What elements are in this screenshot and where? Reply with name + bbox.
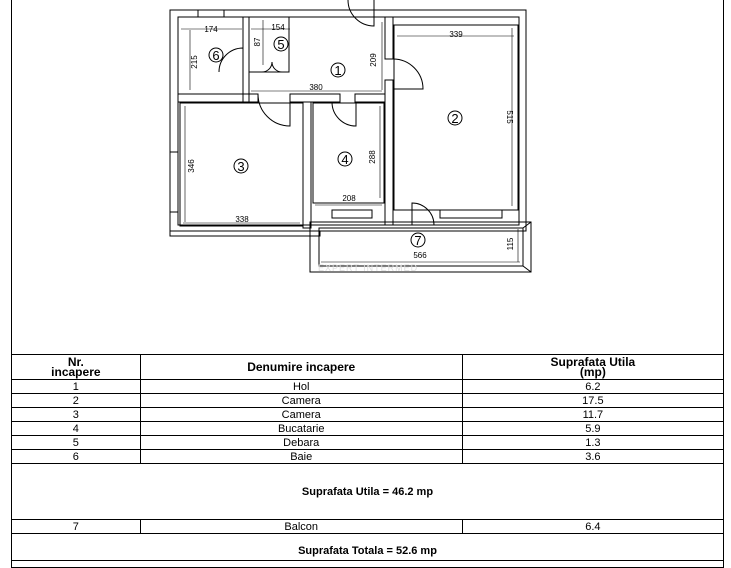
dim-339: 339 [449,30,463,39]
table-row [12,436,724,450]
dim-346: 346 [187,159,196,173]
door-closet [262,62,282,72]
watermark: EXPERT INTERMED [318,263,419,273]
wall-h2 [290,94,340,102]
dim-115: 115 [506,237,515,251]
door-entry [348,0,374,26]
header-nr-line2: incapere [51,365,101,379]
dim-209: 209 [369,53,378,67]
row-area: 3.6 [462,450,723,464]
wall-h1 [178,94,258,102]
room-number-6: 6 [212,48,220,63]
wall-lower-left [170,231,320,236]
door-kitchen [332,102,356,126]
dim-566: 566 [413,251,427,260]
row-nr: 3 [12,408,141,422]
room-number-4: 4 [341,152,349,167]
row-area: 6.2 [462,380,723,394]
row-nr: 5 [12,436,141,450]
table-row [12,422,724,436]
row-area: 6.4 [462,520,723,534]
row-name: Balcon [140,520,462,534]
table-row [12,408,724,422]
row-name: Camera [140,394,462,408]
wall-bath [243,17,249,103]
dim-215: 215 [190,55,199,69]
room-number-5: 5 [277,37,285,52]
row-name: Hol [140,380,462,394]
dim-174: 174 [204,25,218,34]
window-room2 [440,210,502,218]
table-row [12,394,724,408]
room-number-7: 7 [414,233,422,248]
room-number-3: 3 [237,159,245,174]
row-nr: 2 [12,394,141,408]
table-row [12,380,724,394]
header-area [462,355,723,380]
dim-338: 338 [235,215,249,224]
window-kitchen [332,210,372,218]
header-area-line2: (mp) [579,365,606,379]
table-row-balcony [12,520,724,534]
dim-288: 288 [368,150,377,164]
row-nr: 7 [12,520,141,534]
dim-380: 380 [309,83,323,92]
row-name: Debara [140,436,462,450]
room-number-1: 1 [334,63,342,78]
useful-total: Suprafata Utila = 46.2 mp [12,464,724,520]
header-area-line1: Suprafata Utila [550,355,636,369]
row-nr: 1 [12,380,141,394]
table-header-row [12,355,724,380]
row-name: Bucatarie [140,422,462,436]
dim-87: 87 [253,37,262,47]
table-row [12,450,724,464]
grand-total: Suprafata Totala = 52.6 mp [12,534,724,568]
header-name: Denumire incapere [140,355,462,380]
wall-v-right1 [385,17,393,59]
row-name: Baie [140,450,462,464]
room-number-2: 2 [451,111,459,126]
balcony-corners [523,222,531,272]
rooms-table [11,354,724,568]
header-nr [12,355,141,380]
window-bath [198,10,224,17]
row-area: 11.7 [462,408,723,422]
window-room3 [170,152,178,212]
useful-total-row [12,464,724,520]
row-nr: 4 [12,422,141,436]
door-room3 [258,94,290,126]
dim-515: 515 [505,110,514,124]
row-area: 1.3 [462,436,723,450]
wall-v-kitchen [303,102,311,228]
door-room2 [393,59,423,89]
row-area: 5.9 [462,422,723,436]
row-name: Camera [140,408,462,422]
grand-total-row [12,534,724,568]
row-nr: 6 [12,450,141,464]
wall-h3 [355,94,385,102]
dim-154: 154 [271,23,285,32]
row-area: 17.5 [462,394,723,408]
dim-208: 208 [342,194,356,203]
header-nr-line1: Nr. [67,355,84,369]
wall-v-right2 [385,80,393,225]
